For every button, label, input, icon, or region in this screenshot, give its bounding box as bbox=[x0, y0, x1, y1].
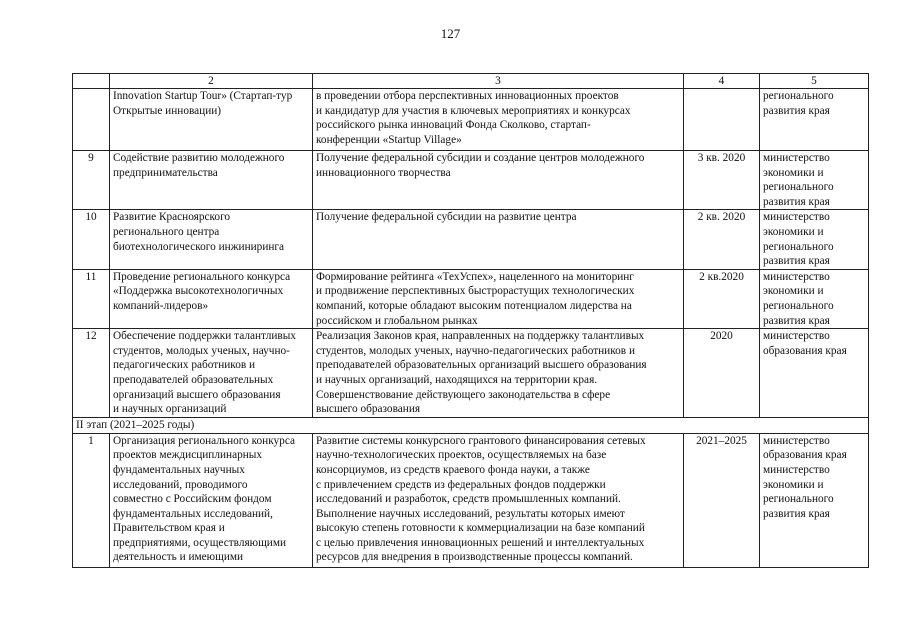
event-term: 3 кв. 2020 bbox=[684, 151, 760, 210]
event-content: Получение федеральной субсидии и создание центров молодежного инновационного творчества bbox=[313, 151, 684, 210]
event-content: Получение федеральной субсидии на развитие центра bbox=[313, 210, 684, 269]
stage-label: II этап (2021–2025 годы) bbox=[73, 418, 869, 434]
header-cell: 2 bbox=[110, 74, 313, 89]
event-name: Innovation Startup Tour» (Стартап-тур Открытые инновации) bbox=[110, 89, 313, 151]
event-responsible: министерство экономики и регионального развития края bbox=[760, 151, 869, 210]
row-number: 11 bbox=[73, 269, 110, 328]
event-name: Развитие Красноярского регионального центра биотехнологического инжиниринга bbox=[110, 210, 313, 269]
event-term: 2 кв.2020 bbox=[684, 269, 760, 328]
event-responsible: министерство образования края министерство экономики и регионального развития края bbox=[760, 433, 869, 567]
table-row bbox=[73, 89, 869, 151]
table-header-row bbox=[73, 74, 869, 89]
event-responsible: министерство экономики и регионального развития края bbox=[760, 210, 869, 269]
event-content: Развитие системы конкурсного грантового финансирования сетевых научно-технологических проектов, осуществляемых на базе консорциумов, из средств краевого фонда науки, а также с привлечением средств из федеральных фондов поддержки исследований и разработок, средств промышленных компаний. Выполнение научных исследований, результаты которых имеют высокую степень готовности к коммерциализации на базе компаний с целью привлечения инновационных решений и интеллектуальных ресурсов для внедрения в производственные процессы компаний. bbox=[313, 433, 684, 567]
row-number: 1 bbox=[73, 433, 110, 567]
event-name: Обеспечение поддержки талантливых студентов, молодых ученых, научно- педагогических работников и преподавателей образовательных организаций высшего образования и научных организаций bbox=[110, 329, 313, 418]
event-term: 2020 bbox=[684, 329, 760, 418]
event-term: 2 кв. 2020 bbox=[684, 210, 760, 269]
row-number: 9 bbox=[73, 151, 110, 210]
table-row bbox=[73, 329, 869, 418]
event-name: Организация регионального конкурса проектов междисциплинарных фундаментальных научных исследований, проводимого совместно с Российским фондом фундаментальных исследований, Правительством края и предприятиями, осуществляющими деятельность и имеющими bbox=[110, 433, 313, 567]
activities-table bbox=[72, 73, 869, 568]
row-number: 10 bbox=[73, 210, 110, 269]
table-row bbox=[73, 433, 869, 567]
stage-row bbox=[73, 418, 869, 434]
event-name: Проведение регионального конкурса «Поддержка высокотехнологичных компаний-лидеров» bbox=[110, 269, 313, 328]
event-responsible: министерство образования края bbox=[760, 329, 869, 418]
event-content: Реализация Законов края, направленных на поддержку талантливых студентов, молодых ученых, научно-педагогических работников и преподавателей образовательных организаций высшего образования и научных организаций, находящихся на территории края. Совершенствование действующего законодательства в сфере высшего образования bbox=[313, 329, 684, 418]
header-cell: 5 bbox=[760, 74, 869, 89]
table-row bbox=[73, 210, 869, 269]
table-row bbox=[73, 269, 869, 328]
row-number bbox=[73, 89, 110, 151]
page-number: 127 bbox=[440, 26, 461, 41]
header-cell bbox=[73, 74, 110, 89]
header-cell: 4 bbox=[684, 74, 760, 89]
row-number: 12 bbox=[73, 329, 110, 418]
event-term: 2021–2025 bbox=[684, 433, 760, 567]
event-responsible: министерство экономики и регионального развития края bbox=[760, 269, 869, 328]
event-responsible: регионального развития края bbox=[760, 89, 869, 151]
event-term bbox=[684, 89, 760, 151]
event-content: Формирование рейтинга «ТехУспех», нацеленного на мониторинг и продвижение перспективных быстрорастущих технологических компаний, которые обладают высоким потенциалом лидерства на российском и глобальном рынках bbox=[313, 269, 684, 328]
event-content: в проведении отбора перспективных инновационных проектов и кандидатур для участия в ключевых мероприятиях и конкурсах российского рынка инноваций Фонда Сколково, стартап- конференции «Startup Village» bbox=[313, 89, 684, 151]
table-row bbox=[73, 151, 869, 210]
event-name: Содействие развитию молодежного предпринимательства bbox=[110, 151, 313, 210]
header-cell: 3 bbox=[313, 74, 684, 89]
